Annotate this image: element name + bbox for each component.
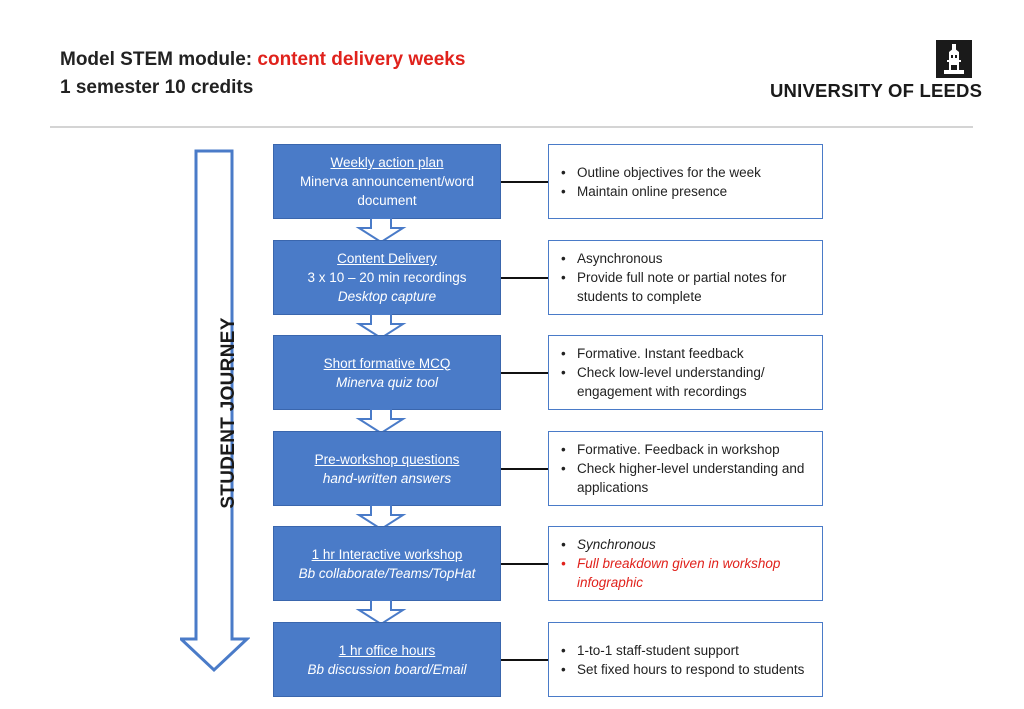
note-item: • Set fixed hours to respond to students (559, 660, 816, 679)
notes-box (548, 526, 823, 601)
step-box-content-delivery (273, 240, 501, 315)
step-title: Weekly action plan (330, 155, 444, 170)
note-item: • Outline objectives for the week (559, 163, 816, 182)
connector-line (501, 563, 548, 565)
notes-box (548, 335, 823, 410)
notes-box (548, 144, 823, 219)
connector-line (501, 659, 548, 661)
step-title: Short formative MCQ (323, 355, 451, 371)
step-box-short-formative-mcq (273, 335, 501, 410)
step-extra: Desktop capture (337, 289, 437, 304)
notes-list (559, 344, 816, 401)
step-title: 1 hr office hours (338, 642, 436, 658)
note-item: • Asynchronous (559, 249, 816, 268)
title-line-1 (60, 49, 465, 71)
journey-label: STUDENT JOURNEY (218, 317, 239, 509)
notes-list (559, 249, 816, 306)
step-box-1-hr-interactive-workshop (273, 526, 501, 601)
connector-line (501, 277, 548, 279)
note-item: • 1-to-1 staff-student support (559, 641, 816, 660)
note-item: • Check low-level understanding/ engagement with recordings (559, 363, 816, 401)
note-item: • Maintain online presence (559, 182, 816, 201)
notes-box (548, 431, 823, 506)
notes-list (559, 641, 816, 679)
connector-line (501, 468, 548, 470)
title-accent: content delivery weeks (257, 49, 466, 70)
notes-box (548, 240, 823, 315)
step-box-pre-workshop-questions (273, 431, 501, 506)
step-box-1-hr-office-hours (273, 622, 501, 697)
header-divider (50, 126, 973, 128)
step-detail: Minerva announcement/word document (299, 174, 475, 208)
step-detail: Bb discussion board/Email (307, 661, 467, 677)
tower-icon (936, 40, 972, 78)
step-detail: hand-written answers (322, 470, 452, 486)
step-title: 1 hr Interactive workshop (311, 546, 463, 562)
logo-text: UNIVERSITY OF LEEDS (770, 80, 983, 101)
connector-line (501, 372, 548, 374)
notes-box (548, 622, 823, 697)
note-item: • Formative. Feedback in workshop (559, 440, 816, 459)
notes-list (559, 440, 816, 497)
connector-line (501, 181, 548, 183)
subtitle: 1 semester 10 credits (60, 77, 254, 98)
step-title: Content Delivery (337, 251, 437, 266)
step-detail: 3 x 10 – 20 min recordings (307, 270, 467, 285)
step-title: Pre-workshop questions (314, 451, 460, 467)
step-box-weekly-action-plan (273, 144, 501, 219)
note-item: • Synchronous (559, 535, 816, 554)
note-item: • Check higher-level understanding and applications (559, 459, 816, 497)
step-detail: Minerva quiz tool (335, 374, 439, 390)
note-item: • Full breakdown given in workshop infographic (559, 554, 816, 592)
notes-list (559, 535, 816, 592)
notes-list (559, 163, 816, 201)
note-item: • Provide full note or partial notes for students to complete (559, 268, 816, 306)
step-detail: Bb collaborate/Teams/TopHat (298, 565, 476, 581)
note-item: • Formative. Instant feedback (559, 344, 816, 363)
title-prefix: Model STEM module: (60, 49, 258, 70)
